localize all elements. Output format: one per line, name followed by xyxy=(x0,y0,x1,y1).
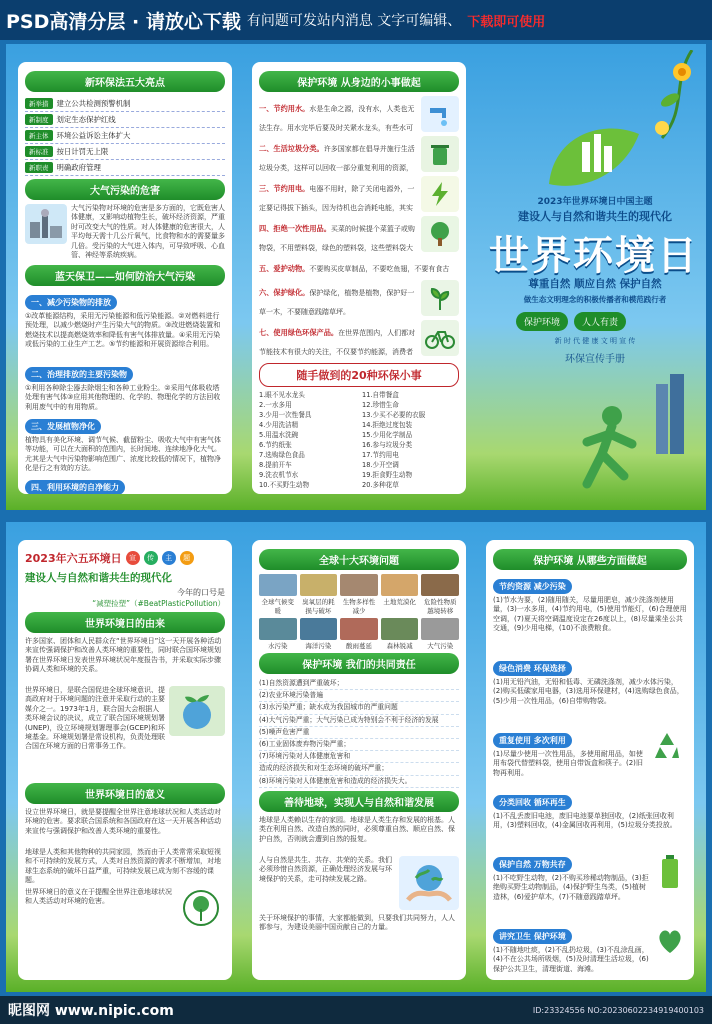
tip-item xyxy=(259,176,459,216)
tip-line: 15.少用化学制品 xyxy=(362,431,413,439)
panel-global-issues xyxy=(252,540,466,980)
text-block: (1)尽量少使用一次性用品，多使用耐用品，如使用布袋代替塑料袋，使用自带饭盒和筷子。(2)旧物再利用。 xyxy=(493,750,643,777)
heading-small-things: 保护环境 从身边的小事做起 xyxy=(259,71,459,92)
tip-line: 19.拒食野生动物 xyxy=(362,471,413,479)
tip-line: 5.用温水洗碗 xyxy=(259,431,299,439)
problem-label: 生物多样性减少 xyxy=(342,598,376,615)
sub-heading: 二、治理排放的主要污染物 xyxy=(25,367,133,382)
tree-icon xyxy=(421,216,459,252)
list-item xyxy=(25,144,225,160)
cover-panel xyxy=(482,44,706,510)
text-block: 地球是人类和其他物种的共同家园，然而由于人类常常采取短视和不可持续的发展方式，人类对自然资源的需求不断增加，对地球生态系统的破坏日益严重，可持续发展已成为刻不容缓的课题。 xyxy=(25,848,221,885)
tip-text: 买菜的时候提个菜篮子或购物袋，不用塑料袋，绿色的塑料袋，这些塑料袋大 xyxy=(259,225,415,252)
sheet-inner xyxy=(6,522,706,992)
list-item xyxy=(25,160,225,176)
tip-line: 9.洗衣机节水 xyxy=(259,471,299,479)
list-item: (7)环境污染对人体健康危害和 xyxy=(259,751,459,763)
tip-item xyxy=(259,96,459,136)
item-value: 明确政府管理 xyxy=(56,163,101,172)
cover-slogan: 建设人与自然和谐共生的现代化 xyxy=(518,210,672,223)
tip-line: 8.提前开车 xyxy=(259,461,292,469)
problem-label: 森林锐减 xyxy=(386,642,413,650)
battery-icon xyxy=(653,852,687,892)
sheet-outer xyxy=(6,44,706,510)
item-value: 建立公共检测预警机制 xyxy=(56,99,131,108)
footer-watermark xyxy=(0,996,712,1024)
tip-text: 水是生命之源，没有水，人类也无法生存。用水完毕后要及时关紧水龙头，有些水可 xyxy=(259,105,415,132)
hands-earth-icon xyxy=(399,856,459,910)
heart-leaf-icon xyxy=(653,924,687,958)
tip-text: 不要购买皮草制品，不要吃鱼翅，不要有食古 xyxy=(309,265,450,273)
item-value: 环境公益诉讼主体扩大 xyxy=(56,131,131,140)
tip-title: 二、生活垃圾分类。 xyxy=(259,144,324,153)
tip-line: 16.参与垃圾分类 xyxy=(362,441,413,449)
cover-booklet: 环保宣传手册 xyxy=(565,354,625,365)
text-block: (1)节水为要，(2)随用随关，尽量用肥皂，减少洗涤剂使用量，(3)一水多用，(4)节约用电，(5)使用节能灯，(6)合理使用空调，(7)夏天将空调温度设定在26度以上，(8)尽量乘坐公共交通，(9)少用电梯，(10)不浪费粮食。 xyxy=(493,596,687,633)
list-item xyxy=(25,96,225,112)
panel-small-things xyxy=(252,62,466,494)
item-key: 新标准 xyxy=(25,146,53,157)
panel-environment-day xyxy=(18,540,232,980)
tip-text: 在世界范围内，人们都对节能技术有很大的关注，不仅要节约能源，消费者 xyxy=(259,329,416,356)
badge-char: 题 xyxy=(180,551,194,565)
tip-line: 4.少用洗洁精 xyxy=(259,421,299,429)
banner-red: 下载即可使用 xyxy=(467,14,546,30)
tip-title: 三、节约用电。 xyxy=(259,184,310,193)
problem-card xyxy=(300,618,338,650)
list-item: (4)大气污染严重；大气污染已成为特别会不利于经济的发展 xyxy=(259,715,459,727)
sub-heading: 绿色消费 环保选择 xyxy=(493,661,572,676)
tip-line: 1.眼不见水龙头 xyxy=(259,391,305,399)
cover-dept: 新 时 代 健 康 文 明 宣 传 xyxy=(554,337,636,345)
heading-origin: 世界环境日的由来 xyxy=(25,612,225,633)
lightning-icon xyxy=(421,176,459,212)
badge-char: 主 xyxy=(162,551,176,565)
problem-card xyxy=(381,574,419,615)
skyscraper-icon xyxy=(652,374,692,454)
tip-title: 七、使用绿色环保产品。 xyxy=(259,328,339,337)
problem-label: 大气污染 xyxy=(427,642,454,650)
tip-line: 17.节约用电 xyxy=(362,451,399,459)
text-block: 许多国家、团体和人民群众在“世界环境日”这一天开展各种活动来宣传强调保护和改善人类环境的重要性，同时联合国环境规划署在世界环境日发表世界环境状况年度报告书，并采取实际步骤协调人类和环境的关系。 xyxy=(25,637,222,674)
sub-heading: 分类回收 循环再生 xyxy=(493,795,572,810)
heading-where-start: 保护环境 从哪些方面做起 xyxy=(493,549,687,570)
heading-air-prevent: 蓝天保卫——如何防治大气污染 xyxy=(25,265,225,286)
problem-card xyxy=(340,574,378,615)
item-value: 划定生态保护红线 xyxy=(56,115,116,124)
heading-meaning: 世界环境日的意义 xyxy=(25,783,225,804)
item-key: 新主体 xyxy=(25,130,53,141)
law-list xyxy=(25,96,225,176)
banner-note: 有问题可发站内消息 文字可编辑、 xyxy=(246,13,462,29)
pill-duty: 人人有责 xyxy=(574,312,626,331)
cover-line1: 尊重自然 顺应自然 保护自然 xyxy=(528,278,662,290)
text-block: (1)不吃野生动物，(2)不购买珍稀动物制品，(3)拒绝购买野生动物制品，(4)保护野生鸟类，(5)植树造林，(6)爱护草木，(7)不随意践踏草坪。 xyxy=(493,874,649,901)
item-key: 新职责 xyxy=(25,162,53,173)
cover-line2: 做生态文明理念的积极传播者和模范践行者 xyxy=(523,295,667,304)
list-item: (8)环境污染对人体健康危害和造成的经济损失大。 xyxy=(259,776,459,788)
bicycle-icon xyxy=(421,320,459,356)
tip-line: 2.一水多用 xyxy=(259,401,292,409)
text-block: 关于环境保护的事情，大家都能做到，只要我们共同努力，人人都参与，为建设美丽中国贡献自己的力量。 xyxy=(259,913,455,932)
heading-20-tips: 随手做到的20种环保小事 xyxy=(259,363,459,387)
list-item: 造成的经济损失和对生态环境的破坏严重； xyxy=(259,763,459,775)
air-harm-text: 大气污染物对环境的危害是多方面的，它既危害人体健康，又影响动植物生长，破坏经济资源，严重时可改变大气的性质。对人体健康的危害很大，人平均每天需十几公斤氧气，比食物和水的需要量多几倍。受污染的大气进入体内，可导致呼吸、心血管、神经等系统疾病。 xyxy=(71,204,225,260)
problem-label: 海洋污染 xyxy=(305,642,332,650)
cover-theme: 2023年世界环境日中国主题 xyxy=(537,197,653,207)
sub-heading: 保护自然 万物共存 xyxy=(493,857,572,872)
problem-card xyxy=(421,618,459,650)
factory-illustration-icon xyxy=(25,204,67,244)
problem-card xyxy=(421,574,459,615)
problem-label: 全球气候变暖 xyxy=(261,598,295,615)
tip-title: 四、拒绝一次性用品。 xyxy=(259,224,331,233)
item-key: 新举措 xyxy=(25,98,53,109)
list-item: (3)水污染严重；缺水成为我国城市的严重问题 xyxy=(259,702,459,714)
list-item: (2)农业环境污染普遍 xyxy=(259,690,459,702)
running-tree-figure-icon xyxy=(562,404,652,494)
footer-id: ID:23324556 NO:20230602234919400103 xyxy=(532,1005,704,1015)
sub-heading: 三、发展植物净化 xyxy=(25,419,101,434)
list-item xyxy=(25,128,225,144)
tip-title: 五、爱护动物。 xyxy=(259,264,310,273)
text-block: (1)用无铅汽油，无铅和低毒、无磷洗涤剂，减少水体污染，(2)购买低碳家用电器，(3)选用环保建材，(4)选购绿色食品，(5)少用一次性用品，(6)自带购物袋。 xyxy=(493,678,684,705)
tip-line: 18.少开空调 xyxy=(362,461,399,469)
text-block: ①改革能源结构，采用无污染能源和低污染能源。②对燃料进行预处理，以减少燃烧时产生污染大气的物质。③改进燃烧装置和燃烧技术以提高燃烧效率和降低有害气体排放量。④采用无污染或低污染的工业生产工艺。⑤节约能源和开展资源综合利用。 xyxy=(25,312,221,349)
problem-grid xyxy=(259,574,459,650)
text-block: ①利用各种除尘器去除烟尘和各种工业粉尘。②采用气体吸收塔处理有害气体③应用其他物理的、化学的、物理化学的方法回收利用废气中的有用物质。 xyxy=(25,384,221,411)
tips-grid xyxy=(259,391,459,490)
sub-heading: 讲究卫生 保护环境 xyxy=(493,929,572,944)
year-title: 2023年六五环境日 xyxy=(25,552,122,565)
tip-line: 6.节约纸张 xyxy=(259,441,292,449)
cover-pills xyxy=(516,312,626,331)
text-block: 人与自然是共生、共存、共荣的关系。我们必须珍惜自然资源，正确处理经济发展与环境保护的关系，走可持续发展之路。 xyxy=(259,855,392,883)
tip-line: 7.选购绿色食品 xyxy=(259,451,305,459)
list-item: (6)工业固体废弃物污染严重； xyxy=(259,739,459,751)
tip-item xyxy=(259,136,459,176)
list-item: (1)自然资源遭到严重破坏； xyxy=(259,678,459,690)
sub-heading: 重复使用 多次利用 xyxy=(493,733,572,748)
globe-plant-icon xyxy=(169,686,225,736)
item-value: 按日计罚无上限 xyxy=(56,147,109,156)
text-block: 世界环境日，是联合国促进全球环境意识、提高政府对于环境问题的注意并采取行动的主要媒介之一。1973年1月，联合国大会根据人类环境会议的决议，成立了联合国环境规划署(UNEP)，设立环境规划署理事会(GCEP)和环境基金。环境规划署是常设机构，负责处理联合国在环境方面的日常事务工作。 xyxy=(25,686,165,751)
heading-harmony: 善待地球，实现人与自然和谐发展 xyxy=(259,791,459,812)
text-block: (1)不随地吐痰，(2)不乱扔垃圾，(3)不乱涂乱画，(4)不在公共场所吸烟，(5)及时清理生活垃圾，(6)保护公共卫生，清理街道、海滩。 xyxy=(493,946,649,973)
text-block: (1)不乱丢废旧电池，废旧电池要单独回收，(2)纸张回收利用，(3)塑料回收，(4)金属回收再利用，(5)垃圾分类投放。 xyxy=(493,812,677,830)
trash-bin-icon xyxy=(421,136,459,172)
heading-law: 新环保法五大亮点 xyxy=(25,71,225,92)
tip-line: 13.少买不必要的衣服 xyxy=(362,411,426,419)
cover-title: 世界环境日 xyxy=(489,233,699,279)
recycle-icon xyxy=(647,728,687,764)
tip-line: 10.不买野生动物 xyxy=(259,481,310,489)
sub-heading: 四、利用环境的自净能力 xyxy=(25,480,125,494)
badge-char: 宣 xyxy=(126,551,140,565)
tip-line: 20.多种花草 xyxy=(362,481,399,489)
panel-where-to-start xyxy=(486,540,694,980)
tip-text: 许多国家都在倡导并施行生活垃圾分类，这样可以回收一部分重复利用的资源， xyxy=(259,145,415,172)
slogan-text: “减塑捡塑”（#BeatPlasticPollution） xyxy=(92,599,225,608)
footer-logo: 昵图网 www.nipic.com xyxy=(8,1003,174,1019)
pill-protect: 保护环境 xyxy=(516,312,568,331)
tip-line: 14.拒绝过度包装 xyxy=(362,421,413,429)
text-block: 设立世界环境日，就是要提醒全世界注意地球状况和人类活动对环境的危害。要求联合国系统和各国政府在这一天开展各种活动来宣传与强调保护和改善人类环境的重要性。 xyxy=(25,808,221,835)
problem-card xyxy=(340,618,378,650)
tip-title: 一、节约用水。 xyxy=(259,104,310,113)
problem-label: 酸雨蔓延 xyxy=(345,642,372,650)
problem-label: 臭氧层的耗损与破坏 xyxy=(302,598,335,615)
sub-heading: 节约资源 减少污染 xyxy=(493,579,572,594)
badge-char: 传 xyxy=(144,551,158,565)
slogan-label: 今年的口号是 xyxy=(177,588,225,597)
problem-card xyxy=(259,618,297,650)
problem-label: 土地荒漠化 xyxy=(383,598,416,606)
heading-responsibility: 保护环境 我们的共同责任 xyxy=(259,653,459,674)
tree-circle-icon xyxy=(177,888,225,928)
heading-air-harm: 大气污染的危害 xyxy=(25,179,225,200)
green-leaf-city-icon xyxy=(544,114,644,194)
tip-line: 3.少用一次性餐具 xyxy=(259,411,312,419)
list-item xyxy=(25,112,225,128)
responsibility-list xyxy=(259,678,459,788)
problem-label: 水污染 xyxy=(268,642,288,650)
top-banner xyxy=(0,0,712,40)
text-block: 世界环境日的意义在于提醒全世界注意地球状况和人类活动对环境的危害。 xyxy=(25,888,172,906)
faucet-icon xyxy=(421,96,459,132)
panel-law-air xyxy=(18,62,232,494)
tip-text: 保护绿化，植物是植物，保护好一草一木，不要随意践踏草坪。 xyxy=(259,289,415,316)
problem-card xyxy=(259,574,297,615)
tip-title: 六、保护绿化。 xyxy=(259,288,310,297)
tip-item xyxy=(259,320,459,360)
problem-card xyxy=(381,618,419,650)
tip-item xyxy=(259,256,459,280)
sub-heading: 一、减少污染物的排放 xyxy=(25,295,117,310)
item-key: 新制度 xyxy=(25,114,53,125)
heading-global-issues: 全球十大环境问题 xyxy=(259,549,459,570)
tip-item xyxy=(259,280,459,320)
theme-text: 建设人与自然和谐共生的现代化 xyxy=(25,572,172,584)
plant-icon xyxy=(421,280,459,316)
text-block: 植物具有美化环境、调节气候、截留粉尘、吸收大气中有害气体等功能，可以在大面积的范围内，长时间地、连续地净化大气。尤其是大气中污染物影响范围广、浓度比较低的情况下，植物净化是行之有效的方法。 xyxy=(25,436,221,473)
tip-line: 12.珍惜生命 xyxy=(362,401,399,409)
tip-text: 电器不用时，除了关闭电源外，一定要记得拔下插头，因为待机也会消耗电能，其实 xyxy=(259,185,415,212)
problem-card xyxy=(300,574,338,615)
tip-item xyxy=(259,216,459,256)
banner-title: PSD高清分层 · 请放心下载 xyxy=(6,10,241,33)
year-row xyxy=(25,550,225,566)
tip-line: 11.自带餐盒 xyxy=(362,391,399,399)
text-block: 地球是人类赖以生存的家园。地球是人类生存和发展的根基。人类在利用自然、改造自然的同时，必须尊重自然、顺应自然、保护自然，否则就会遭到自然的报复。 xyxy=(259,815,455,843)
list-item: (5)噪声危害严重 xyxy=(259,727,459,739)
problem-label: 危险性物质越境转移 xyxy=(423,598,457,615)
